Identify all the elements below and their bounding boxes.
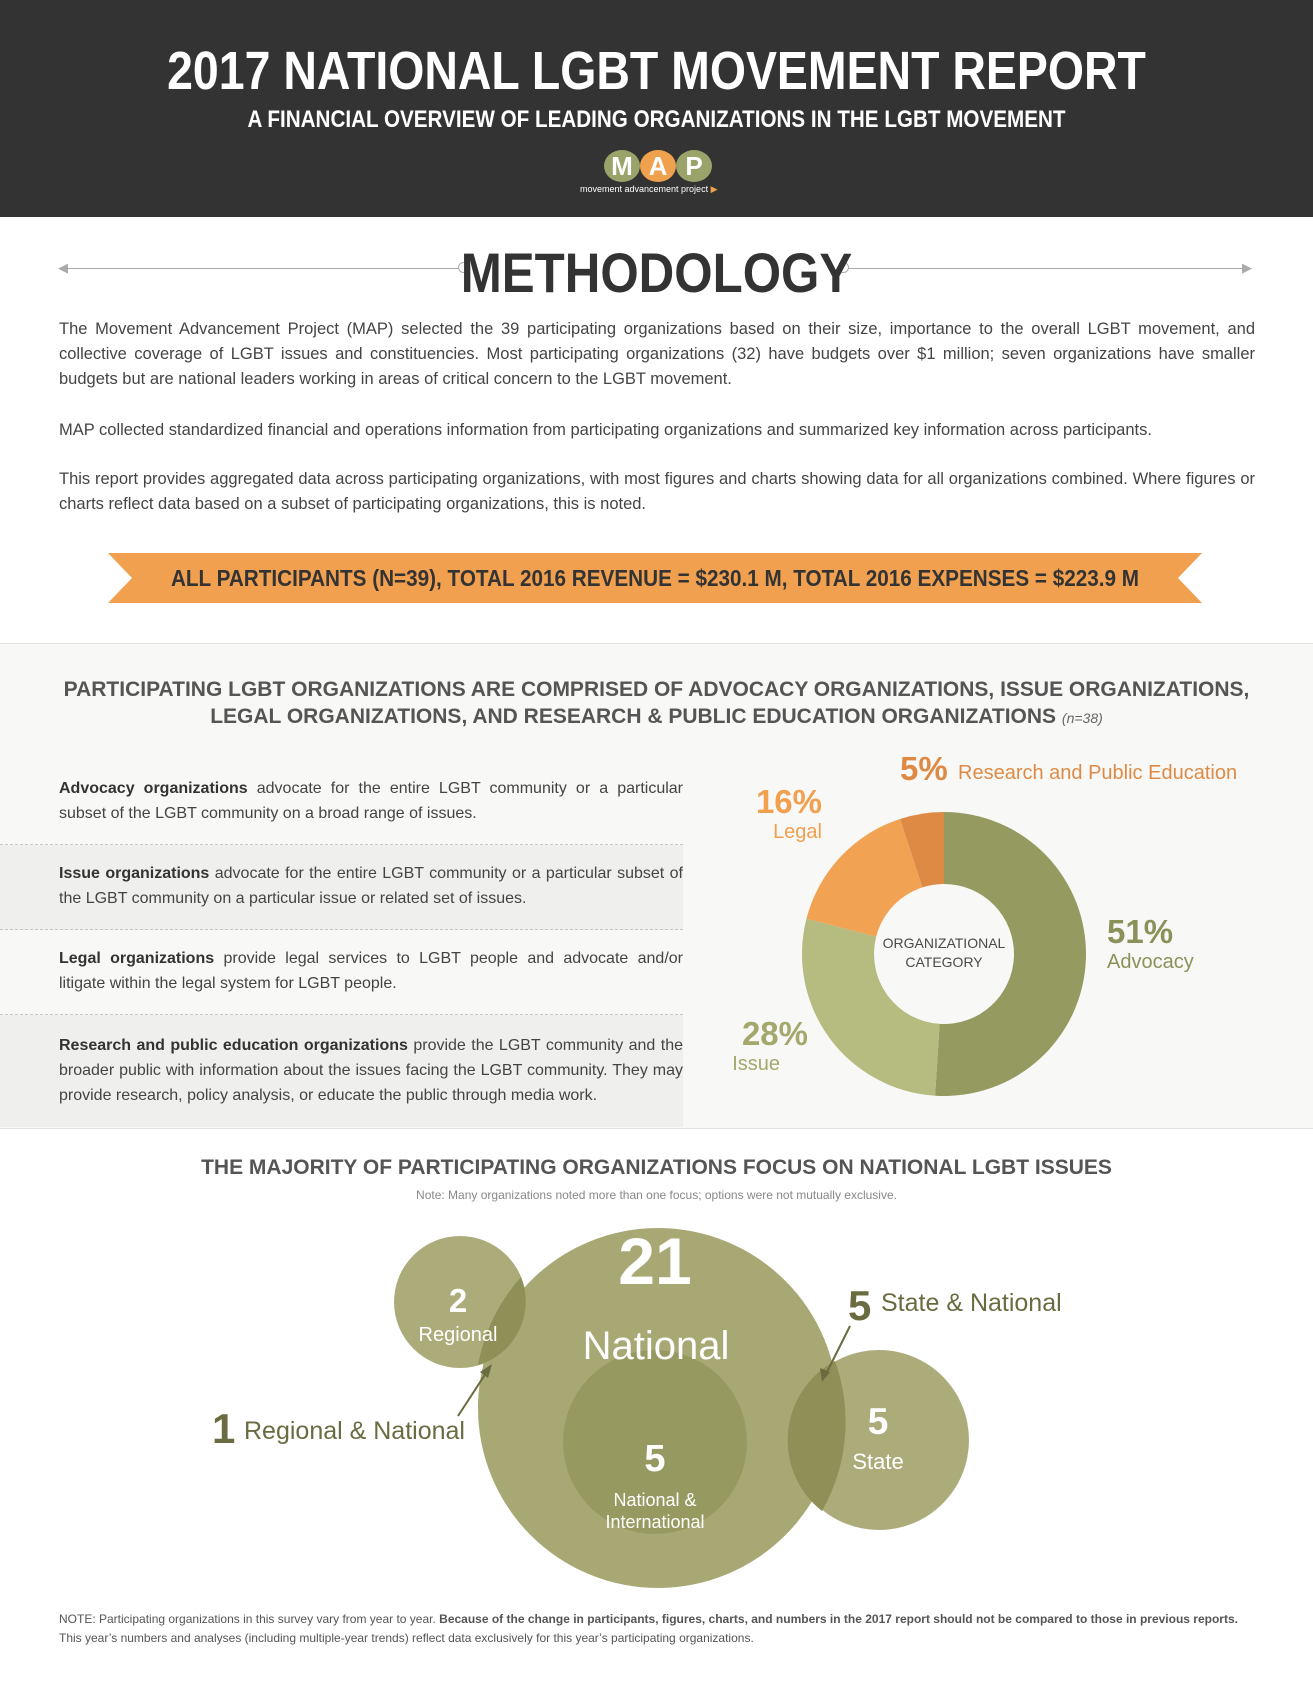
report-subtitle: A FINANCIAL OVERVIEW OF LEADING ORGANIZATIONS IN THE LGBT MOVEMENT [247,106,1066,133]
footnote [59,1610,1255,1648]
report-title: 2017 NATIONAL LGBT MOVEMENT REPORT [167,41,1146,101]
advocacy-category-label: Advocacy [1107,951,1194,973]
definition-research-text [59,1033,683,1108]
definition-research [0,1015,683,1127]
definition-research-body: provide the LGBT community and the broader public with information about the issues facing the LGBT community. They may provide research, policy analysis, or educate the public through media work. [59,1037,684,1104]
regional-national-label: Regional & National [244,1417,465,1445]
categories-n-note: (n=38) [1061,710,1103,726]
national-international-count: 5 [644,1438,666,1480]
donut-center-label-line-2: CATEGORY [905,954,983,970]
definition-legal-body: provide legal services to LGBT people and advocate and/or litigate within the legal system for LGBT people. [59,950,684,992]
regional-label: Regional [418,1324,498,1346]
research-category-label: Research and Public Education [958,762,1238,784]
research-percent-label: 5% [900,750,948,787]
donut-center-label-line-1: ORGANIZATIONAL [882,935,1006,951]
definition-advocacy-text [59,776,683,826]
footnote-suffix: This year’s numbers and analyses (including multiple-year trends) reflect data exclusively for this year’s participating organizations. [59,1631,754,1645]
legal-category-label: Legal [773,821,822,843]
definition-issue-body: advocate for the entire LGBT community or a particular subset of the LGBT community on a particular issue or related set of issues. [59,865,683,907]
logo-letter-m: M [604,150,640,182]
footnote-prefix: NOTE: Participating organizations in this survey vary from year to year. [59,1612,440,1626]
focus-note: Note: Many organizations noted more than one focus; options were not mutually exclusive. [416,1188,897,1202]
definition-advocacy-body: advocate for the entire LGBT community or a particular subset of the LGBT community on a broad range of issues. [59,780,684,822]
totals-banner [108,553,1202,603]
issue-category-label: Issue [732,1053,780,1075]
issue-percent-label: 28% [741,1015,808,1052]
play-arrow-icon: ▶ [710,184,718,194]
methodology-paragraph-2: MAP collected standardized financial and operations information from participating organizations and summarized key information across participants. [59,421,1152,439]
national-international-label-line-1: National & [613,1490,697,1510]
definition-advocacy [0,765,683,845]
definition-issue-text [59,861,683,911]
focus-title: THE MAJORITY OF PARTICIPATING ORGANIZATIONS FOCUS ON NATIONAL LGBT ISSUES [201,1156,1112,1179]
national-international-label-line-2: International [605,1512,705,1532]
methodology-title: METHODOLOGY [460,241,853,304]
national-label: National [582,1324,730,1368]
advocacy-percent-label: 51% [1107,913,1174,950]
definition-research-term: Research and public education organizations [59,1037,408,1054]
definition-issue-term: Issue organizations [59,865,210,882]
state-national-label: State & National [881,1289,1062,1317]
footnote-bold: Because of the change in participants, figures, charts, and numbers in the 2017 report should not be compared to those in previous reports. [439,1612,1238,1626]
definition-issue [0,845,683,930]
categories-title [60,676,1253,732]
donut-slice-legal [806,819,922,937]
regional-count: 2 [448,1282,468,1319]
organizational-category-donut-chart [700,740,1300,1120]
banner-text: ALL PARTICIPANTS (N=39), TOTAL 2016 REVENUE = $230.1 M, TOTAL 2016 EXPENSES = $223.9 M [170,565,1140,591]
methodology-paragraph-1: The Movement Advancement Project (MAP) selected the 39 participating organizations based on their size, importance to the overall LGBT movement, and collective coverage of LGBT issues and constituencies. Most participating organizations (32) have budgets over $1 million; seven organizations have smaller budgets but are national leaders working in areas of critical concern to the LGBT movement. [59,320,1255,388]
map-logo [560,150,760,198]
state-label: State [852,1449,904,1474]
regional-national-count: 1 [212,1405,236,1452]
definition-legal-term: Legal organizations [59,950,215,967]
definition-legal-text [59,946,683,996]
logo-tagline: movement advancement project ▶ [580,184,718,194]
state-count: 5 [867,1401,889,1442]
methodology-paragraph-3: This report provides aggregated data across participating organizations, with most figures and charts showing data for all organizations combined. Where figures or charts reflect data based on a subset of participating organizations, this is noted. [59,470,1255,513]
right-arrow-icon: ▶ [1242,260,1252,275]
definition-legal [0,930,683,1015]
focus-bubble-chart [0,1200,1313,1600]
logo-letter-a: A [640,150,676,182]
state-national-count: 5 [848,1282,872,1329]
left-arrow-icon: ◀ [58,260,68,275]
national-count: 21 [618,1224,692,1298]
categories-title-text: PARTICIPATING LGBT ORGANIZATIONS ARE COMPRISED OF ADVOCACY ORGANIZATIONS, ISSUE ORGANIZATIONS, LEGAL ORGANIZATIONS, AND RESEARCH & PUBLIC EDUCATION ORGANIZATIONS [63,678,1250,728]
definition-advocacy-term: Advocacy organizations [59,780,248,797]
logo-letter-p: P [676,150,712,182]
legal-percent-label: 16% [755,783,822,820]
